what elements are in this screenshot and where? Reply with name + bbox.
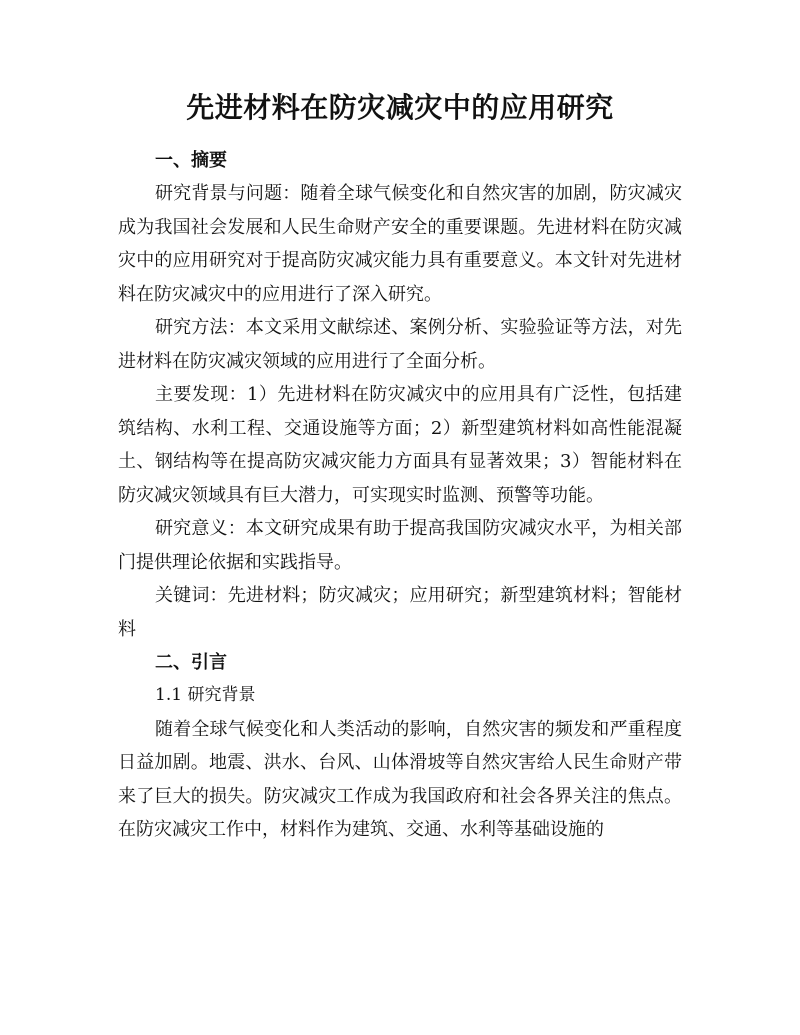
abstract-significance-paragraph: 研究意义：本文研究成果有助于提高我国防灾减灾水平，为相关部门提供理论依据和实践指导。 [118,518,682,573]
subsection-heading-background: 1.1 研究背景 [155,685,256,705]
abstract-findings-paragraph: 主要发现：1）先进材料在防灾减灾中的应用具有广泛性，包括建筑结构、水利工程、交通设施等方面；2）新型建筑材料如高性能混凝土、钢结构等在提高防灾减灾能力方面具有显著效果；3）智能材料在防灾减灾领域具有巨大潜力，可实现实时监测、预警等功能。 [118,384,682,506]
document-page [118,88,682,847]
introduction-paragraph: 随着全球气候变化和人类活动的影响，自然灾害的频发和严重程度日益加剧。地震、洪水、台风、山体滑坡等自然灾害给人民生命财产带来了巨大的损失。防灾减灾工作成为我国政府和社会各界关注的焦点。在防灾减灾工作中，材料作为建筑、交通、水利等基础设施的 [118,718,682,840]
keywords-paragraph: 关键词：先进材料；防灾减灾；应用研究；新型建筑材料；智能材料 [118,585,682,640]
document-title: 先进材料在防灾减灾中的应用研究 [186,91,614,124]
abstract-background-paragraph: 研究背景与问题：随着全球气候变化和自然灾害的加剧，防灾减灾成为我国社会发展和人民生命财产安全的重要课题。先进材料在防灾减灾中的应用研究对于提高防灾减灾能力具有重要意义。本文针对先进材料在防灾减灾中的应用进行了深入研究。 [118,183,682,305]
section-heading-abstract: 一、摘要 [155,150,227,171]
section-heading-introduction: 二、引言 [155,652,227,673]
abstract-method-paragraph: 研究方法：本文采用文献综述、案例分析、实验验证等方法，对先进材料在防灾减灾领域的应用进行了全面分析。 [118,317,682,372]
